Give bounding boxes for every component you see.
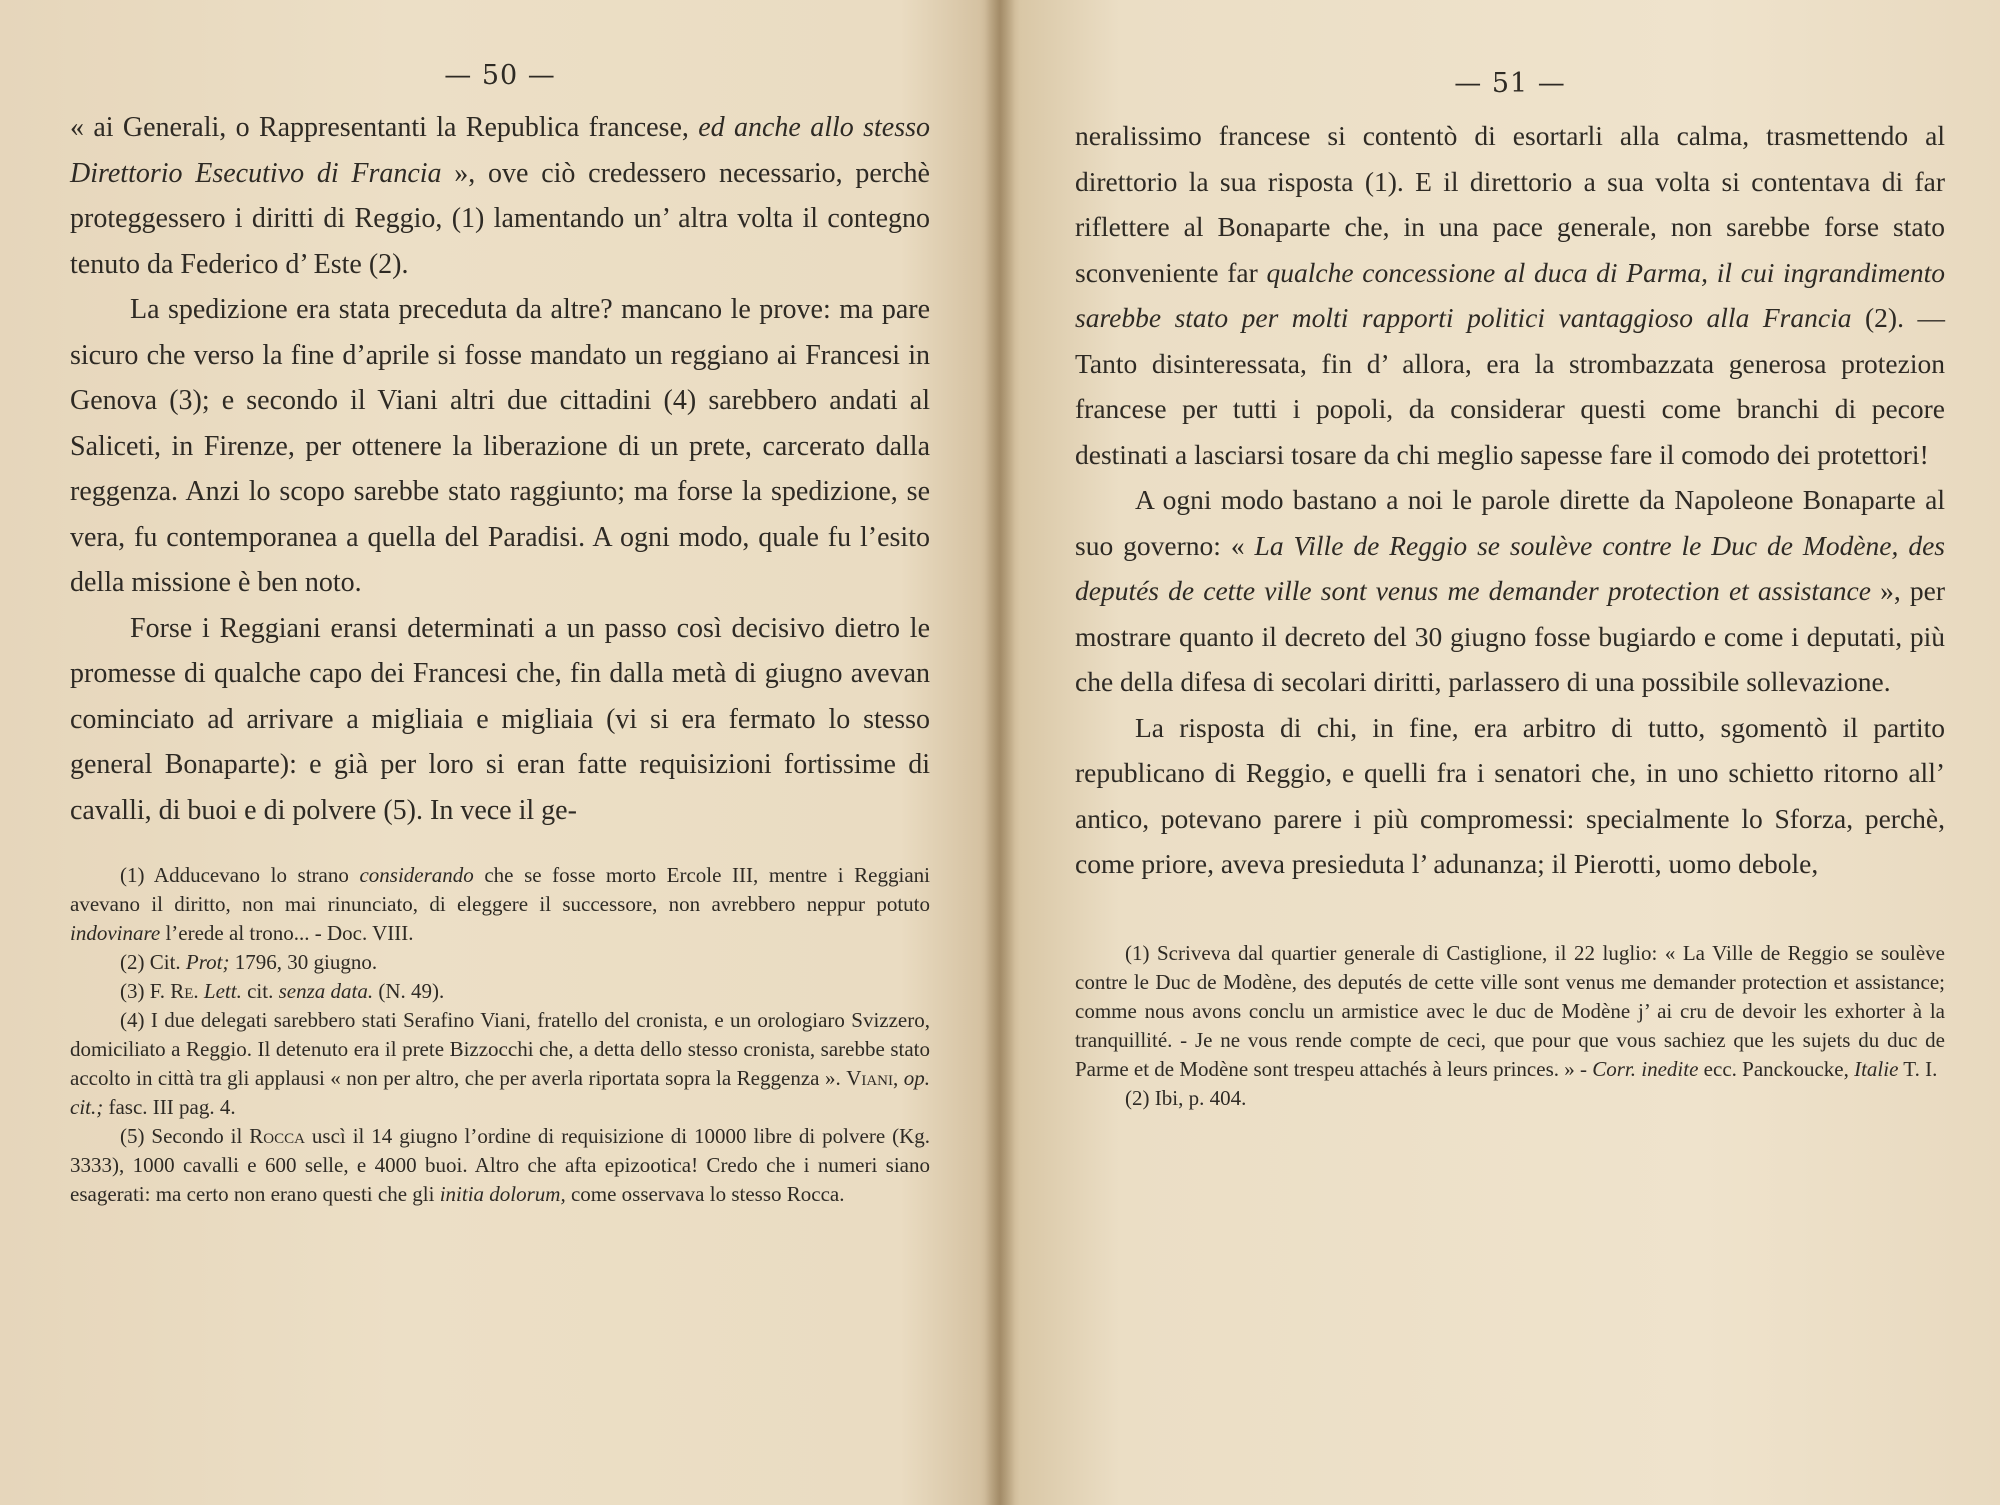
italic-run: Lett. (203, 979, 242, 1003)
footnote-5 (70, 1122, 930, 1209)
italic-run: initia dolorum, (439, 1182, 566, 1206)
text-run: », per mostrare quanto il decreto del 30 giugno fosse bugiardo e come i deputati, più che della difesa di secolari diritti, parlassero di una possibile sollevazione. (1075, 575, 1945, 697)
italic-run: La Ville de Reggio se soulève contre le Duc de Modène, des deputés de cette ville sont venus me demander protection et assistance (1075, 529, 1945, 606)
text-run: (1) Adducevano lo strano (120, 863, 360, 887)
text-run: 1796, 30 giugno. (229, 950, 378, 974)
footnote-2 (70, 948, 930, 977)
text-run: (2) Cit. (120, 950, 186, 974)
paragraph-1 (1075, 113, 1945, 477)
paragraph-2 (1075, 477, 1945, 705)
paragraph-2: La spedizione era stata preceduta da altre? mancano le prove: ma pare sicuro che verso la fine d’aprile si fosse mandato un reggiano ai Francesi in Genova (3); e secondo il Viani altri due cittadini (4) sarebbero andati al Saliceti, in Firenze, per ottenere la liberazione di un prete, carcerato dalla reggenza. Anzi lo scopo sarebbe stato raggiunto; ma forse la spedizione, se vera, fu contemporanea a quella del Paradisi. A ogni modo, quale fu l’esito della missione è ben noto. (70, 294, 930, 598)
small-caps-run: Viani, (846, 1066, 899, 1090)
text-run: (5) Secondo il (120, 1124, 250, 1148)
paragraph-3: Forse i Reggiani eransi determinati a un passo così decisivo dietro le promesse di qualche capo dei Francesi che, fin dalla metà di giugno avevan cominciato ad arrivare a migliaia e migliaia (vi si era fermato lo stesso general Bonaparte): e già per loro si eran fatte requisizioni fortissime di cavalli, di buoi e di polvere (5). In vece il ge- (70, 612, 930, 826)
page-number-left: — 50 — (444, 60, 556, 91)
paragraph-1 (70, 105, 930, 287)
italic-run: Italie (1854, 1056, 1899, 1081)
text-run: « ai Generali, o Rappresentanti la Republica francese, (70, 112, 699, 143)
text-run: », ove ciò credessero necessario, perchè proteggessero i diritti di Reggio, (1) lamentando un’ altra volta il contegno tenuto da Federico d’ Este (2). (70, 157, 930, 280)
italic-run: considerando (359, 863, 474, 887)
italic-run: qualche concessione al duca di Parma, il cui ingrandimento sarebbe stato per molti rapporti politici vantaggioso alla Francia (1075, 256, 1945, 333)
italic-run: ed anche allo stesso Direttorio Esecutivo di Francia (70, 112, 930, 189)
text-run: (3) F. (120, 979, 171, 1003)
text-run: come osservava lo stesso Rocca. (565, 1182, 845, 1206)
text-run: (4) I due delegati sarebbero stati Serafino Viani, fratello del cronista, e un orologiaro Svizzero, domiciliato a Reggio. Il detenuto era il prete Bizzocchi che, a detta dello stesso cronista, sarebbe stato accolto in città tra gli applausi « non per altro, che per averla riportata sopra la Reggenza ». (70, 1008, 930, 1090)
footnote-3 (70, 977, 930, 1006)
text-run: uscì il 14 giugno l’ordine di requisizione di 10000 libre di polvere (Kg. 3333), 1000 cavalli e 600 selle, e 4000 buoi. Altro che afta epizootica! Credo che i numeri siano esagerati: ma certo non erano questi che gli (70, 1124, 930, 1206)
small-caps-run: Re. (170, 979, 199, 1003)
left-page (70, 0, 930, 1505)
text-run: T. I. (1898, 1056, 1938, 1081)
small-caps-run: Rocca (249, 1124, 305, 1148)
text-run: (N. 49). (373, 979, 445, 1003)
footnote-2: (2) Ibi, p. 404. (1125, 1085, 1247, 1110)
footnote-1 (70, 861, 930, 948)
footnote-4 (70, 1006, 930, 1122)
right-page-body (1075, 113, 1945, 887)
footnote-1 (1075, 939, 1945, 1084)
left-page-body (70, 105, 930, 833)
text-run: che se fosse morto Ercole III, mentre i Reggiani avevano il diritto, non mai rinunciato, di eleggere il successore, non avrebbero neppur potuto (70, 863, 930, 916)
italic-run: Corr. inedite (1592, 1056, 1699, 1081)
page-number-right: — 51 — (1454, 68, 1566, 99)
book-spine (985, 0, 1015, 1505)
text-run: A ogni modo bastano a noi le parole dirette da Napoleone Bonaparte al suo governo: « (1075, 484, 1945, 561)
paragraph-3: La risposta di chi, in fine, era arbitro di tutto, sgomentò il partito republicano di Reggio, e quelli fra i senatori che, in uno schietto ritorno all’ antico, potevano parere i più compromessi: specialmente lo Sforza, perchè, come priore, aveva presieduta l’ adunanza; il Pierotti, uomo debole, (1075, 711, 1945, 879)
text-run: ecc. Panckoucke, (1698, 1056, 1855, 1081)
text-run: neralissimo francese si contentò di esortarli alla calma, trasmettendo al direttorio la sua risposta (1). E il direttorio a sua volta si contentava di far riflettere al Bonaparte che, in una pace generale, non sarebbe forse stato sconveniente far (1075, 120, 1945, 288)
left-footnotes (70, 861, 930, 1209)
italic-run: senza data. (278, 979, 374, 1003)
text-run: fasc. III pag. 4. (103, 1095, 236, 1119)
text-run: (1) Scriveva dal quartier generale di Castiglione, il 22 luglio: « La Ville de Reggio se soulève contre le Duc de Modène, des deputés de cette ville sont venus me demander protection et assistance; comme nous avons conclu un armistice avec le duc de Modène j’ ai cru de devoir les exhorter à la tranquillité. - Je ne vous rende compte de ceci, que pour que vous sachiez que les sujets du duc de Parme et de Modène sont trespeu attachés à leurs princes. » - (1075, 940, 1945, 1081)
italic-run: indovinare (70, 921, 161, 945)
text-run: cit. (241, 979, 279, 1003)
italic-run: Prot; (185, 950, 230, 974)
right-footnotes (1075, 939, 1945, 1113)
text-run: l’erede al trono... - Doc. VIII. (160, 921, 414, 945)
text-run: (2). — Tanto disinteressata, fin d’ allora, era la strombazzata generosa protezion francese per tutti i popoli, da considerar questi come branchi di pecore destinati a lasciarsi tosare da chi meglio sapesse fare il comodo dei protettori! (1075, 302, 1945, 470)
italic-run: op. cit.; (70, 1066, 930, 1119)
right-page (1075, 0, 1945, 1505)
